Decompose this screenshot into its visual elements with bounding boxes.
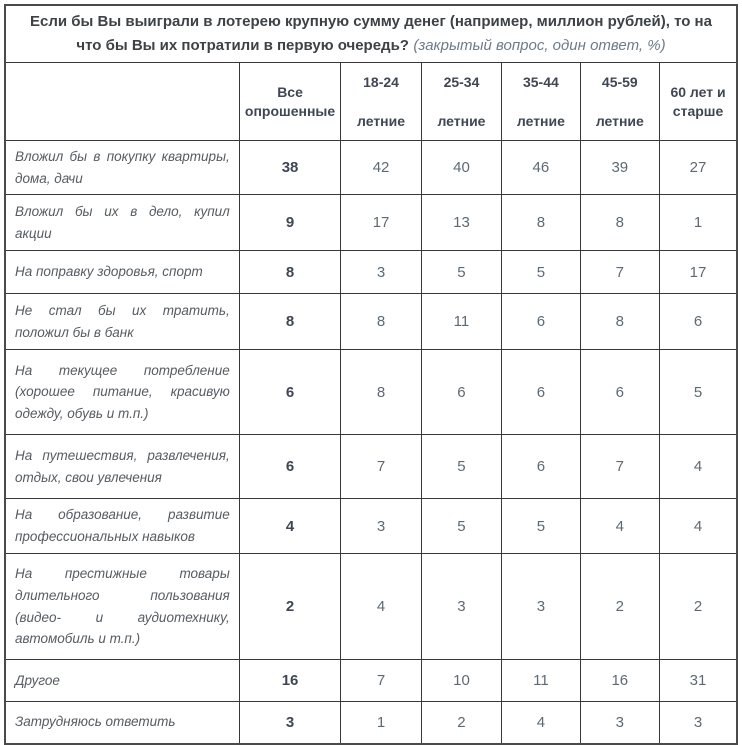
column-header	[239, 63, 341, 141]
value-cell: 8	[580, 195, 659, 251]
value-cell: 4	[580, 499, 659, 554]
row-label: Другое	[5, 660, 239, 702]
value-cell: 6	[502, 294, 580, 350]
value-cell: 6	[502, 435, 580, 499]
value-cell: 16	[239, 660, 341, 702]
value-cell: 6	[421, 350, 501, 435]
value-cell: 3	[239, 702, 341, 744]
value-cell: 17	[660, 251, 737, 294]
survey-results-table	[4, 4, 738, 745]
value-cell: 42	[341, 141, 421, 195]
value-cell: 4	[502, 702, 580, 744]
header-line: старше	[672, 102, 724, 119]
value-cell: 1	[660, 195, 737, 251]
value-cell: 6	[239, 435, 341, 499]
row-label: Затрудняюсь ответить	[5, 702, 239, 744]
header-line: 60 лет и	[670, 83, 726, 100]
column-header	[660, 63, 737, 141]
value-cell: 1	[341, 702, 421, 744]
value-cell: 5	[502, 499, 580, 554]
results-table	[4, 4, 738, 745]
value-cell: 2	[421, 702, 501, 744]
value-cell: 3	[341, 499, 421, 554]
survey-question: Если бы Вы выиграли в лотерею крупную сумму денег (например, миллион рублей), то на что бы Вы их потратили в первую очередь?	[30, 13, 712, 54]
row-label: Вложил бы их в дело, купил акции	[5, 195, 239, 251]
value-cell: 9	[239, 195, 341, 251]
value-cell: 16	[580, 660, 659, 702]
value-cell: 5	[421, 435, 501, 499]
row-label: На престижные товары длительного пользования (видео- и аудиотехнику, автомобиль и т.п.)	[5, 554, 239, 660]
value-cell: 3	[580, 702, 659, 744]
value-cell: 31	[660, 660, 737, 702]
value-cell: 17	[341, 195, 421, 251]
header-line: Все	[277, 83, 303, 100]
row-label: Вложил бы в покупку квартиры, дома, дачи	[5, 141, 239, 195]
value-cell: 8	[239, 294, 341, 350]
table-title-cell	[5, 5, 737, 63]
value-cell: 3	[421, 554, 501, 660]
value-cell: 40	[421, 141, 501, 195]
header-line: летние	[595, 112, 644, 129]
value-cell: 4	[660, 435, 737, 499]
value-cell: 8	[580, 294, 659, 350]
value-cell: 27	[660, 141, 737, 195]
value-cell: 7	[580, 435, 659, 499]
value-cell: 8	[239, 251, 341, 294]
value-cell: 5	[421, 499, 501, 554]
header-line: 25-34	[443, 73, 480, 90]
table-row	[5, 660, 737, 702]
table-row	[5, 350, 737, 435]
value-cell: 2	[239, 554, 341, 660]
column-header	[341, 63, 421, 141]
value-cell: 4	[660, 499, 737, 554]
value-cell: 3	[660, 702, 737, 744]
value-cell: 7	[341, 435, 421, 499]
header-line: летние	[437, 112, 486, 129]
table-row	[5, 554, 737, 660]
header-line: опрошенные	[244, 102, 336, 119]
header-line: 45-59	[601, 73, 638, 90]
column-header	[421, 63, 501, 141]
table-row	[5, 702, 737, 744]
value-cell: 11	[502, 660, 580, 702]
value-cell: 13	[421, 195, 501, 251]
value-cell: 6	[239, 350, 341, 435]
value-cell: 11	[421, 294, 501, 350]
value-cell: 7	[341, 660, 421, 702]
table-body	[5, 141, 737, 744]
column-header-row	[5, 63, 737, 141]
value-cell: 6	[660, 294, 737, 350]
row-label: На поправку здоровья, спорт	[5, 251, 239, 294]
value-cell: 6	[580, 350, 659, 435]
title-row	[5, 5, 737, 63]
value-cell: 2	[580, 554, 659, 660]
value-cell: 2	[660, 554, 737, 660]
value-cell: 38	[239, 141, 341, 195]
value-cell: 10	[421, 660, 501, 702]
table-row	[5, 251, 737, 294]
table-row	[5, 141, 737, 195]
row-label-column-header	[5, 63, 239, 141]
value-cell: 4	[239, 499, 341, 554]
value-cell: 7	[580, 251, 659, 294]
value-cell: 8	[502, 195, 580, 251]
value-cell: 3	[341, 251, 421, 294]
header-line: 18-24	[363, 73, 399, 90]
header-line: 35-44	[522, 73, 559, 90]
row-label: На образование, развитие профессиональных навыков	[5, 499, 239, 554]
value-cell: 8	[341, 350, 421, 435]
column-header	[580, 63, 659, 141]
value-cell: 5	[502, 251, 580, 294]
value-cell: 46	[502, 141, 580, 195]
value-cell: 6	[502, 350, 580, 435]
value-cell: 4	[341, 554, 421, 660]
value-cell: 5	[421, 251, 501, 294]
table-row	[5, 294, 737, 350]
row-label: На текущее потребление (хорошее питание, красивую одежду, обувь и т.п.)	[5, 350, 239, 435]
value-cell: 39	[580, 141, 659, 195]
survey-question-note: (закрытый вопрос, один ответ, %)	[413, 37, 666, 54]
value-cell: 5	[660, 350, 737, 435]
header-line: летние	[516, 112, 565, 129]
header-line: летние	[357, 112, 406, 129]
column-header	[502, 63, 580, 141]
table-row	[5, 195, 737, 251]
table-row	[5, 499, 737, 554]
row-label: На путешествия, развлечения, отдых, свои увлечения	[5, 435, 239, 499]
table-row	[5, 435, 737, 499]
row-label: Не стал бы их тратить, положил бы в банк	[5, 294, 239, 350]
value-cell: 3	[502, 554, 580, 660]
value-cell: 8	[341, 294, 421, 350]
